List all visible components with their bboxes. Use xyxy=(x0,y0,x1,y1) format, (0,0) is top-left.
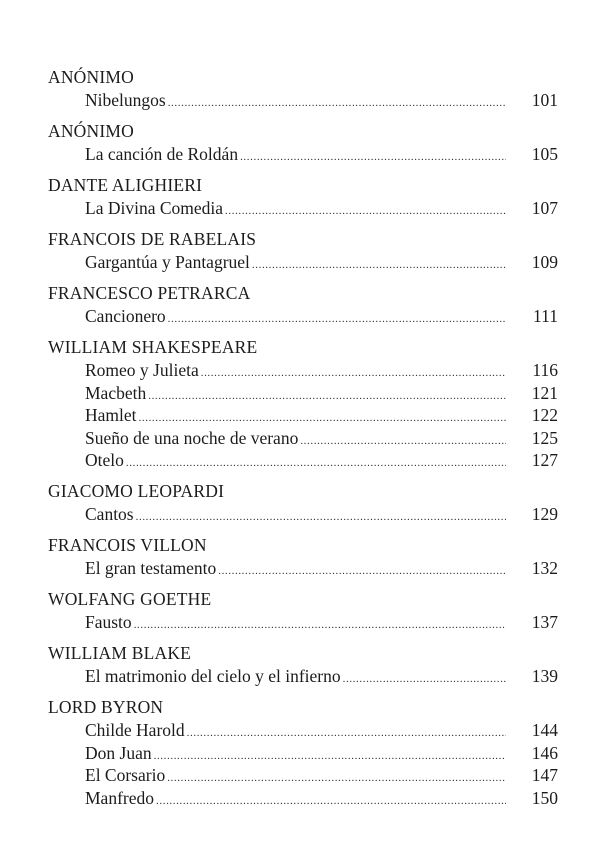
toc-entry xyxy=(85,427,560,450)
work-title: Macbeth xyxy=(85,382,147,403)
author-name: FRANCOIS VILLON xyxy=(48,535,207,555)
dot-leader xyxy=(136,506,506,529)
page-number: 144 xyxy=(531,720,558,740)
work-title: La canción de Roldán xyxy=(85,144,239,164)
page-number: 107 xyxy=(531,198,558,218)
page-number: 101 xyxy=(531,90,558,110)
dot-leader xyxy=(168,92,506,115)
work-title: Gargantúa y Pantagruel xyxy=(85,252,250,272)
author-name: LORD BYRON xyxy=(48,697,164,717)
dot-leader xyxy=(300,430,506,453)
author-name: GIACOMO LEOPARDI xyxy=(48,481,225,501)
work-title: Cancionero xyxy=(85,306,166,326)
page-number: 111 xyxy=(533,306,558,326)
toc-entry xyxy=(85,305,560,328)
page-number: 127 xyxy=(531,450,558,470)
page-number: 146 xyxy=(531,742,558,763)
work-title: Fausto xyxy=(85,612,132,632)
dot-leader xyxy=(252,254,506,277)
author-name: DANTE ALIGHIERI xyxy=(48,175,203,195)
page-number: 125 xyxy=(531,427,558,448)
dot-leader xyxy=(134,614,506,637)
work-title: El matrimonio del cielo y el infierno xyxy=(85,666,341,686)
dot-leader xyxy=(167,767,506,790)
page-number: 105 xyxy=(531,144,558,164)
author-name: FRANCOIS DE RABELAIS xyxy=(48,229,257,249)
page-number: 129 xyxy=(531,504,558,524)
toc-group xyxy=(48,642,560,688)
table-of-contents xyxy=(48,66,560,818)
work-title: Hamlet xyxy=(85,405,137,425)
work-title: Sueño de una noche de verano xyxy=(85,427,299,448)
work-title: Manfredo xyxy=(85,787,155,808)
author-name: WILLIAM SHAKESPEARE xyxy=(48,337,258,357)
toc-entry xyxy=(85,449,560,472)
work-title: Nibelungos xyxy=(85,90,166,110)
toc-group xyxy=(48,534,560,580)
toc-entry xyxy=(85,197,560,220)
work-title: Otelo xyxy=(85,450,124,470)
toc-entry xyxy=(85,503,560,526)
dot-leader xyxy=(225,200,506,223)
dot-leader xyxy=(218,560,506,583)
dot-leader xyxy=(126,452,506,475)
page-number: 132 xyxy=(531,558,558,578)
toc-entry xyxy=(85,742,560,765)
dot-leader xyxy=(187,722,506,745)
toc-entry xyxy=(85,89,560,112)
toc-group xyxy=(48,120,560,166)
toc-entry xyxy=(85,557,560,580)
toc-group xyxy=(48,480,560,526)
toc-group xyxy=(48,66,560,112)
toc-group xyxy=(48,174,560,220)
toc-entry xyxy=(85,359,560,382)
work-title: Romeo y Julieta xyxy=(85,360,199,380)
work-title: El gran testamento xyxy=(85,558,217,578)
work-title: Cantos xyxy=(85,504,134,524)
work-title: La Divina Comedia xyxy=(85,198,224,218)
toc-entry xyxy=(85,787,560,810)
toc-group xyxy=(48,228,560,274)
dot-leader xyxy=(148,385,506,408)
author-name: WOLFANG GOETHE xyxy=(48,589,212,609)
work-title: El Corsario xyxy=(85,765,166,785)
page-number: 150 xyxy=(531,787,558,808)
dot-leader xyxy=(156,790,506,813)
toc-group xyxy=(48,588,560,634)
page-number: 109 xyxy=(531,252,558,272)
toc-entry xyxy=(85,764,560,787)
toc-entry xyxy=(85,611,560,634)
dot-leader xyxy=(343,668,506,691)
page-number: 139 xyxy=(531,666,558,686)
author-name: ANÓNIMO xyxy=(48,67,134,87)
author-name: FRANCESCO PETRARCA xyxy=(48,283,251,303)
page-number: 116 xyxy=(532,360,558,380)
toc-group xyxy=(48,282,560,328)
page-number: 137 xyxy=(531,612,558,632)
page-number: 122 xyxy=(531,405,558,425)
dot-leader xyxy=(168,308,506,331)
toc-entry xyxy=(85,251,560,274)
work-title: Don Juan xyxy=(85,742,152,763)
toc-entry xyxy=(85,404,560,427)
dot-leader xyxy=(240,146,506,169)
toc-entry xyxy=(85,143,560,166)
toc-entry xyxy=(85,719,560,742)
toc-entry xyxy=(85,382,560,405)
page-number: 121 xyxy=(531,382,558,403)
dot-leader xyxy=(201,362,506,385)
toc-group xyxy=(48,696,560,809)
author-name: ANÓNIMO xyxy=(48,121,134,141)
page-number: 147 xyxy=(531,765,558,785)
work-title: Childe Harold xyxy=(85,720,185,740)
dot-leader xyxy=(154,745,506,768)
author-name: WILLIAM BLAKE xyxy=(48,643,192,663)
toc-entry xyxy=(85,665,560,688)
toc-group xyxy=(48,336,560,472)
